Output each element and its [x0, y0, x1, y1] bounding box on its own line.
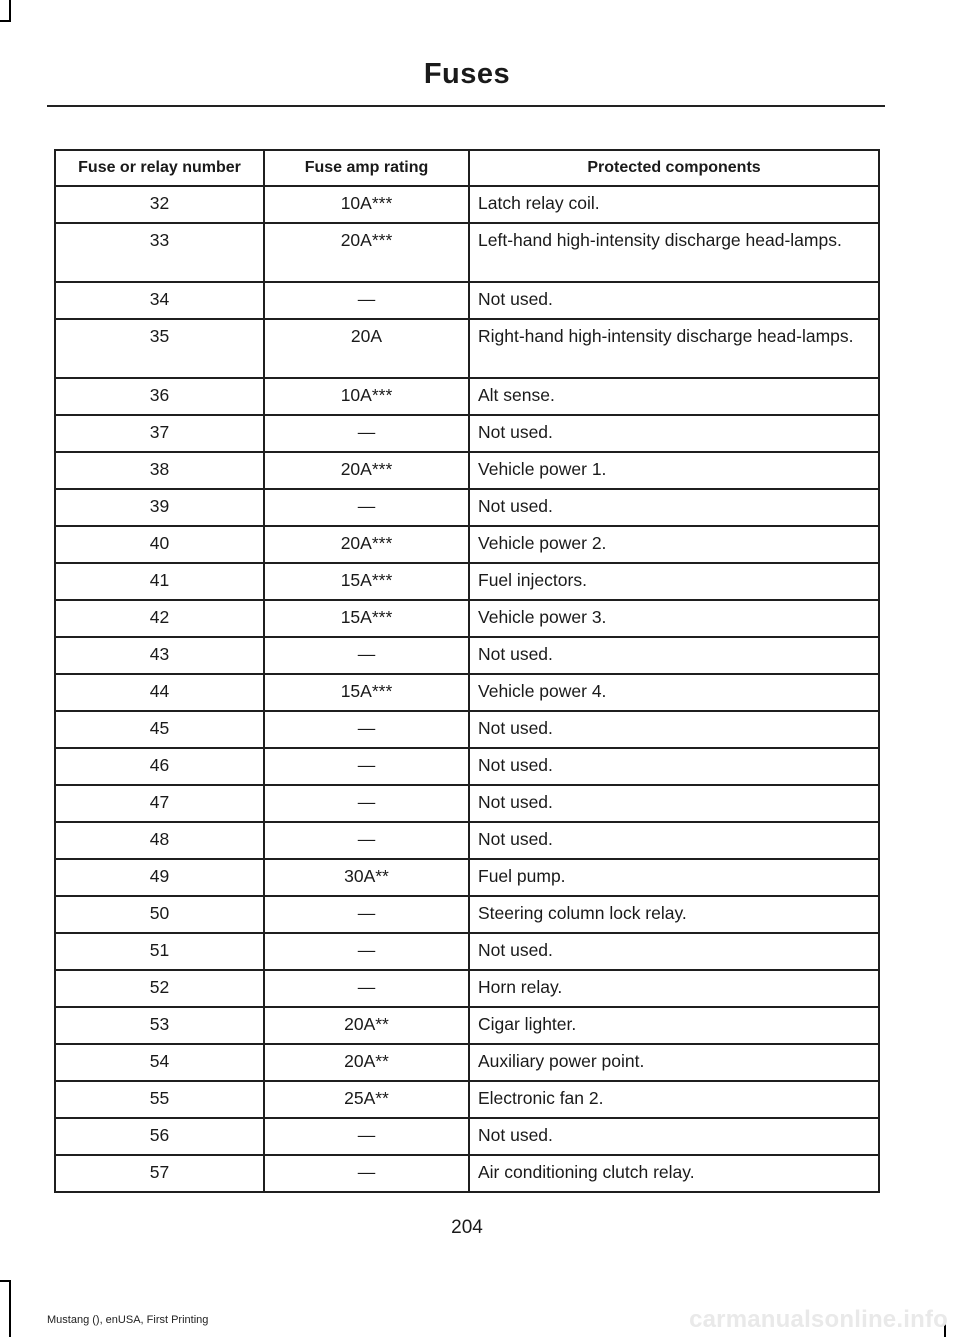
table-row — [55, 822, 879, 859]
amp-rating-cell: — — [264, 970, 469, 1007]
column-header-fuse-number: Fuse or relay number — [55, 150, 264, 186]
fuse-number-cell: 41 — [55, 563, 264, 600]
table-row — [55, 859, 879, 896]
table-row — [55, 1118, 879, 1155]
fuse-number-cell: 44 — [55, 674, 264, 711]
amp-rating-cell: 15A*** — [264, 563, 469, 600]
fuse-number-cell: 52 — [55, 970, 264, 1007]
fuse-number-cell: 49 — [55, 859, 264, 896]
table-row — [55, 223, 879, 282]
amp-rating-cell: 20A*** — [264, 223, 469, 282]
fuse-number-cell: 47 — [55, 785, 264, 822]
crop-mark-top-left-horizontal — [0, 20, 11, 22]
protected-component-cell: Left-hand high-intensity discharge head-lamps. — [469, 223, 879, 282]
protected-component-cell: Vehicle power 1. — [469, 452, 879, 489]
crop-mark-bottom-left-vertical — [9, 1280, 11, 1337]
amp-rating-cell: 20A** — [264, 1044, 469, 1081]
protected-component-cell: Auxiliary power point. — [469, 1044, 879, 1081]
protected-component-cell: Cigar lighter. — [469, 1007, 879, 1044]
table-header-row — [55, 150, 879, 186]
fuse-number-cell: 34 — [55, 282, 264, 319]
protected-component-cell: Vehicle power 4. — [469, 674, 879, 711]
protected-component-cell: Not used. — [469, 785, 879, 822]
fuse-number-cell: 33 — [55, 223, 264, 282]
amp-rating-cell: — — [264, 1118, 469, 1155]
table-row — [55, 1081, 879, 1118]
fuse-number-cell: 38 — [55, 452, 264, 489]
amp-rating-cell: — — [264, 711, 469, 748]
table-row — [55, 186, 879, 223]
protected-component-cell: Not used. — [469, 711, 879, 748]
fuse-number-cell: 57 — [55, 1155, 264, 1192]
table-row — [55, 970, 879, 1007]
amp-rating-cell: — — [264, 785, 469, 822]
protected-component-cell: Vehicle power 2. — [469, 526, 879, 563]
table-row — [55, 674, 879, 711]
watermark: carmanualsonline.info — [689, 1306, 948, 1333]
fuse-number-cell: 36 — [55, 378, 264, 415]
protected-component-cell: Horn relay. — [469, 970, 879, 1007]
amp-rating-cell: 20A*** — [264, 452, 469, 489]
protected-component-cell: Alt sense. — [469, 378, 879, 415]
protected-component-cell: Fuel injectors. — [469, 563, 879, 600]
page-title: Fuses — [423, 58, 511, 90]
amp-rating-cell: 25A** — [264, 1081, 469, 1118]
amp-rating-cell: — — [264, 282, 469, 319]
protected-component-cell: Not used. — [469, 822, 879, 859]
fuse-number-cell: 55 — [55, 1081, 264, 1118]
amp-rating-cell: — — [264, 1155, 469, 1192]
table-row — [55, 711, 879, 748]
page-number: 204 — [451, 1217, 483, 1238]
fuse-number-cell: 50 — [55, 896, 264, 933]
column-header-amp-rating: Fuse amp rating — [264, 150, 469, 186]
table-row — [55, 563, 879, 600]
fuse-number-cell: 32 — [55, 186, 264, 223]
fuse-number-cell: 46 — [55, 748, 264, 785]
protected-component-cell: Right-hand high-intensity discharge head-lamps. — [469, 319, 879, 378]
fuse-number-cell: 40 — [55, 526, 264, 563]
amp-rating-cell: 20A** — [264, 1007, 469, 1044]
table-row — [55, 319, 879, 378]
table-row — [55, 748, 879, 785]
amp-rating-cell: 20A*** — [264, 526, 469, 563]
fuse-number-cell: 39 — [55, 489, 264, 526]
protected-component-cell: Not used. — [469, 1118, 879, 1155]
table-row — [55, 489, 879, 526]
fuse-number-cell: 54 — [55, 1044, 264, 1081]
table-body — [55, 186, 879, 1192]
table-row — [55, 526, 879, 563]
amp-rating-cell: 10A*** — [264, 186, 469, 223]
protected-component-cell: Not used. — [469, 637, 879, 674]
fuse-number-cell: 48 — [55, 822, 264, 859]
table-row — [55, 933, 879, 970]
protected-component-cell: Not used. — [469, 748, 879, 785]
amp-rating-cell: 10A*** — [264, 378, 469, 415]
protected-component-cell: Not used. — [469, 415, 879, 452]
fuse-number-cell: 56 — [55, 1118, 264, 1155]
protected-component-cell: Steering column lock relay. — [469, 896, 879, 933]
amp-rating-cell: — — [264, 896, 469, 933]
column-header-protected-components: Protected components — [469, 150, 879, 186]
footer-text: Mustang (), enUSA, First Printing — [47, 1314, 209, 1326]
protected-component-cell: Air conditioning clutch relay. — [469, 1155, 879, 1192]
amp-rating-cell: — — [264, 822, 469, 859]
protected-component-cell: Not used. — [469, 933, 879, 970]
amp-rating-cell: — — [264, 415, 469, 452]
fuse-number-cell: 35 — [55, 319, 264, 378]
table-row — [55, 600, 879, 637]
amp-rating-cell: 15A*** — [264, 600, 469, 637]
table-row — [55, 1044, 879, 1081]
protected-component-cell: Not used. — [469, 282, 879, 319]
protected-component-cell: Vehicle power 3. — [469, 600, 879, 637]
protected-component-cell: Latch relay coil. — [469, 186, 879, 223]
table-row — [55, 452, 879, 489]
title-divider — [47, 105, 885, 107]
fuse-number-cell: 51 — [55, 933, 264, 970]
crop-mark-top-left-vertical — [9, 0, 11, 22]
fuse-table — [54, 149, 880, 1193]
fuse-number-cell: 42 — [55, 600, 264, 637]
amp-rating-cell: — — [264, 489, 469, 526]
fuse-number-cell: 37 — [55, 415, 264, 452]
protected-component-cell: Electronic fan 2. — [469, 1081, 879, 1118]
table-row — [55, 1007, 879, 1044]
amp-rating-cell: — — [264, 748, 469, 785]
fuse-number-cell: 43 — [55, 637, 264, 674]
table-row — [55, 415, 879, 452]
protected-component-cell: Fuel pump. — [469, 859, 879, 896]
table-row — [55, 785, 879, 822]
fuse-number-cell: 45 — [55, 711, 264, 748]
amp-rating-cell: 30A** — [264, 859, 469, 896]
table-row — [55, 637, 879, 674]
amp-rating-cell: 20A — [264, 319, 469, 378]
table-row — [55, 282, 879, 319]
fuse-number-cell: 53 — [55, 1007, 264, 1044]
table-row — [55, 1155, 879, 1192]
table-row — [55, 378, 879, 415]
crop-mark-bottom-left-horizontal — [0, 1280, 11, 1282]
amp-rating-cell: — — [264, 637, 469, 674]
amp-rating-cell: 15A*** — [264, 674, 469, 711]
amp-rating-cell: — — [264, 933, 469, 970]
table-row — [55, 896, 879, 933]
protected-component-cell: Not used. — [469, 489, 879, 526]
